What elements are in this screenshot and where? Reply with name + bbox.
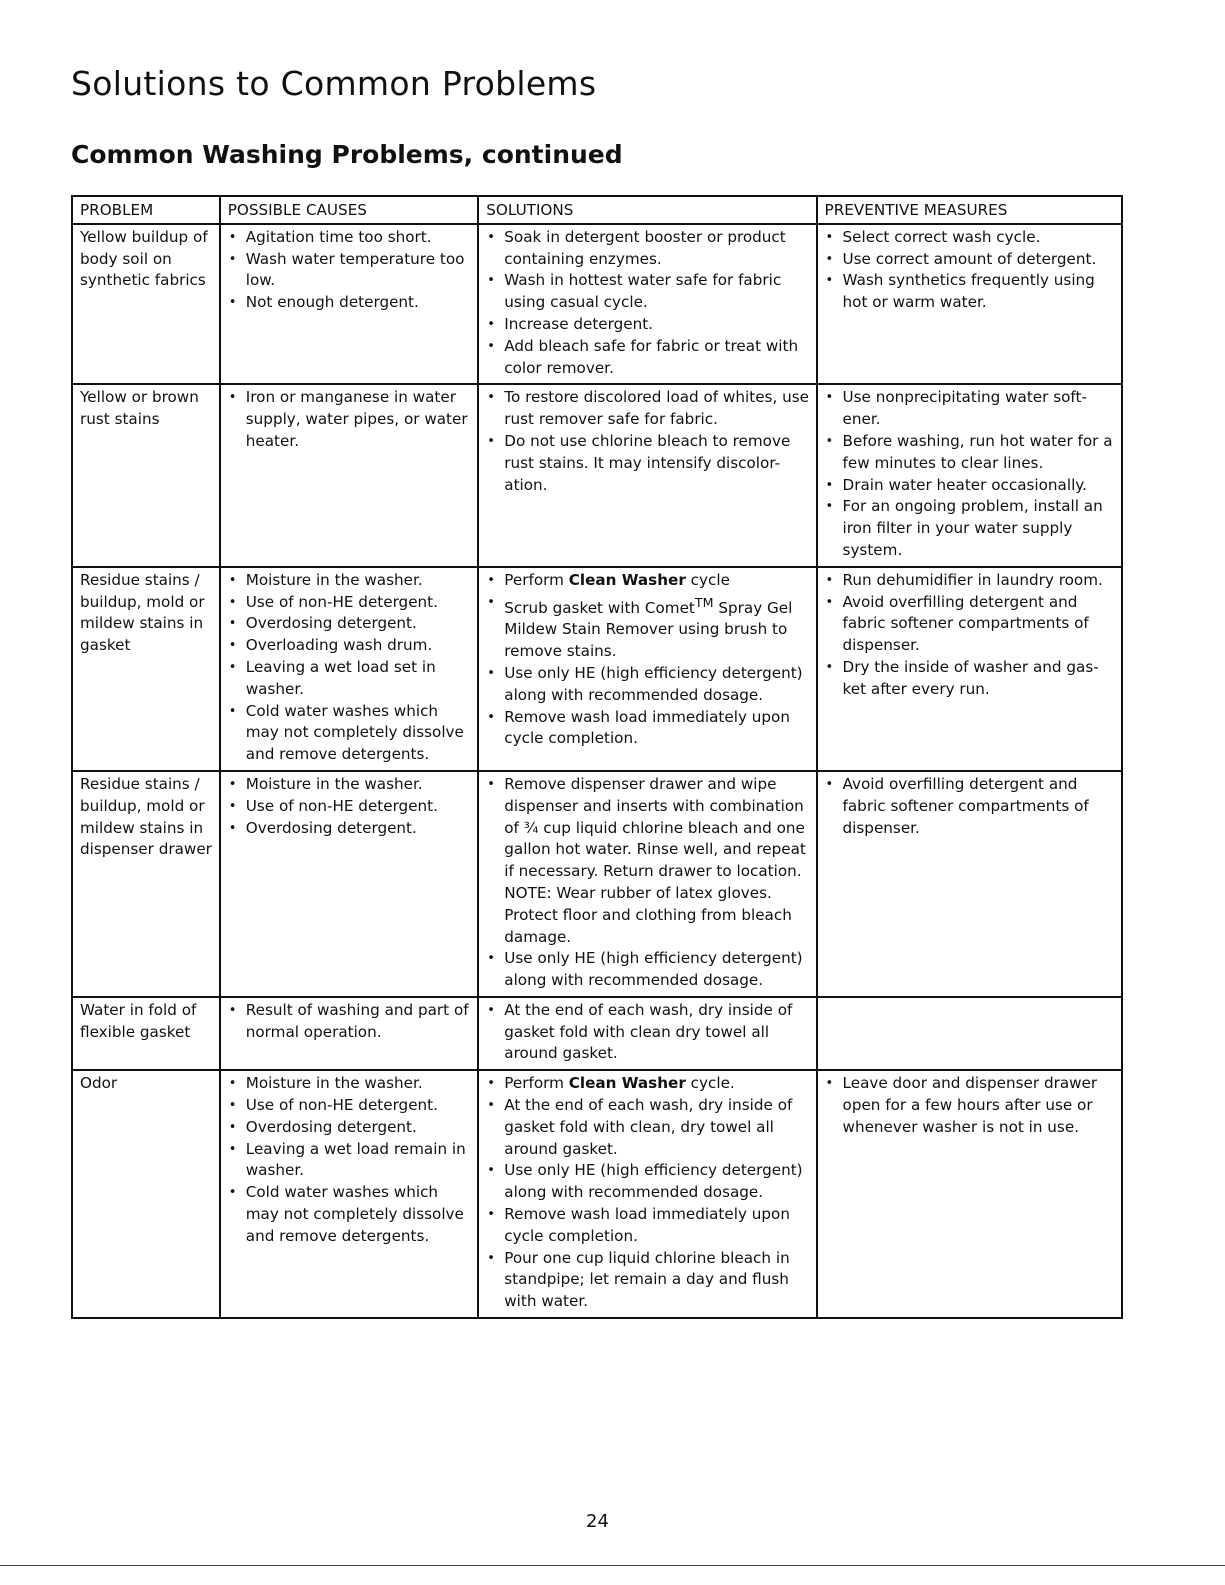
- table-row: [72, 224, 1122, 385]
- list-item: • Before washing, run hot water for a few minutes to clear lines.: [825, 431, 1115, 475]
- problem-cell: Water in fold of flexible gasket: [72, 997, 220, 1070]
- list-item: • Do not use chlorine bleach to remove rust stains. It may intensify discolor-ation.: [486, 431, 809, 496]
- preventive-list: [825, 227, 1115, 314]
- list-item: • At the end of each wash, dry inside of gasket fold with clean dry towel all around gasket.: [486, 1000, 809, 1065]
- list-item: • Leaving a wet load set in washer.: [228, 657, 472, 701]
- table-row: [72, 1070, 1122, 1318]
- causes-cell: [220, 567, 479, 771]
- list-item: • Dry the inside of washer and gas-ket after every run.: [825, 657, 1115, 701]
- list-item: • Wash synthetics frequently using hot or warm water.: [825, 270, 1115, 314]
- causes-list: [228, 570, 472, 766]
- list-item: • Wash water temperature too low.: [228, 249, 472, 293]
- list-item: • Use of non-HE detergent.: [228, 592, 472, 614]
- item-text: cycle.: [685, 1074, 735, 1093]
- list-item: [486, 1204, 809, 1248]
- preventive-list: [825, 570, 1115, 701]
- list-item: • Overdosing detergent.: [228, 1117, 472, 1139]
- table-row: [72, 997, 1122, 1070]
- solutions-cell: [478, 224, 816, 385]
- list-item: [486, 570, 809, 592]
- table-header: [72, 196, 1122, 224]
- causes-cell: [220, 384, 479, 566]
- problem-cell: Residue stains / buildup, mold or mildew stains in gasket: [72, 567, 220, 771]
- preventive-list: [825, 387, 1115, 561]
- list-item: • Use of non-HE detergent.: [228, 1095, 472, 1117]
- list-item: [486, 663, 809, 707]
- list-item: • Cold water washes which may not completely dissolve and remove detergents.: [228, 701, 472, 766]
- item-text: Scrub gasket with Comet: [504, 598, 695, 617]
- list-item: • For an ongoing problem, install an iron filter in your water supply system.: [825, 496, 1115, 561]
- item-text: Perform: [504, 570, 569, 589]
- solutions-list: [486, 227, 809, 380]
- list-item: • Use correct amount of detergent.: [825, 249, 1115, 271]
- problem-cell: Residue stains / buildup, mold or mildew stains in dispenser drawer: [72, 771, 220, 997]
- list-item: • Leave door and dispenser drawer open for a few hours after use or whenever washer is not in use.: [825, 1073, 1115, 1138]
- list-item: • Result of washing and part of normal operation.: [228, 1000, 472, 1044]
- causes-list: [228, 1000, 472, 1044]
- list-item: • Drain water heater occasionally.: [825, 475, 1115, 497]
- list-item: • Iron or manganese in water supply, water pipes, or water heater.: [228, 387, 472, 452]
- list-item: • Remove dispenser drawer and wipe dispenser and inserts with combination of ¾ cup liquid chlorine bleach and one gallon hot water. Rinse well, and repeat if necessary. Return drawer to location. NOTE: Wear rubber of latex gloves. Protect floor and clothing from bleach damage.: [486, 774, 809, 948]
- item-text: Perform: [504, 1074, 569, 1093]
- list-item: • Use only HE (high efficiency detergent) along with recommended dosage.: [486, 948, 809, 992]
- item-text: Use only HE (high efficiency detergent) along with recommended dosage.: [504, 664, 803, 704]
- list-item: • Avoid overfilling detergent and fabric softener compartments of dispenser.: [825, 592, 1115, 657]
- list-item: • Add bleach safe for fabric or treat with color remover.: [486, 336, 809, 380]
- preventive-cell: [817, 997, 1122, 1070]
- preventive-list: [825, 774, 1115, 839]
- header-problem: PROBLEM: [72, 196, 220, 224]
- header-preventive-measures: PREVENTIVE MEASURES: [817, 196, 1122, 224]
- bottom-rule: [0, 1565, 1225, 1566]
- problem-cell: Yellow buildup of body soil on synthetic fabrics: [72, 224, 220, 385]
- list-item: • Run dehumidifier in laundry room.: [825, 570, 1115, 592]
- page-number: 24: [586, 1511, 609, 1532]
- list-item: [486, 1073, 809, 1095]
- table-row: [72, 771, 1122, 997]
- solutions-cell: [478, 384, 816, 566]
- problem-cell: Odor: [72, 1070, 220, 1318]
- problem-cell: Yellow or brown rust stains: [72, 384, 220, 566]
- causes-cell: [220, 224, 479, 385]
- preventive-cell: [817, 567, 1122, 771]
- item-text: Remove wash load immediately upon cycle completion.: [504, 1205, 790, 1245]
- list-item: [486, 592, 809, 663]
- table-row: [72, 567, 1122, 771]
- solutions-cell: [478, 997, 816, 1070]
- preventive-cell: [817, 384, 1122, 566]
- preventive-cell: [817, 224, 1122, 385]
- header-possible-causes: POSSIBLE CAUSES: [220, 196, 479, 224]
- solutions-cell: [478, 567, 816, 771]
- table-body: [72, 224, 1122, 1318]
- solutions-list: [486, 774, 809, 992]
- list-item: • Moisture in the washer.: [228, 570, 472, 592]
- causes-cell: [220, 1070, 479, 1318]
- page-title: Solutions to Common Problems: [71, 64, 597, 103]
- list-item: • Soak in detergent booster or product containing enzymes.: [486, 227, 809, 271]
- list-item: [486, 707, 809, 751]
- list-item: • Moisture in the washer.: [228, 774, 472, 796]
- causes-list: [228, 1073, 472, 1247]
- list-item: [486, 1160, 809, 1204]
- solutions-list: [486, 1000, 809, 1065]
- list-item: • Use of non-HE detergent.: [228, 796, 472, 818]
- list-item: • Wash in hottest water safe for fabric using casual cycle.: [486, 270, 809, 314]
- solutions-cell: [478, 1070, 816, 1318]
- causes-list: [228, 227, 472, 314]
- solutions-cell: [478, 771, 816, 997]
- list-item: [486, 1248, 809, 1313]
- solutions-list: [486, 387, 809, 496]
- list-item: • Leaving a wet load remain in washer.: [228, 1139, 472, 1183]
- item-text: Spray Gel Mildew Stain Remover using brush to remove stains.: [504, 598, 793, 661]
- item-text: Use only HE (high efficiency detergent) along with recommended dosage.: [504, 1161, 803, 1202]
- preventive-cell: [817, 1070, 1122, 1318]
- list-item: • Cold water washes which may not completely dissolve and remove detergents.: [228, 1182, 472, 1247]
- item-text: Remove wash load immediately upon cycle completion.: [504, 707, 790, 748]
- item-text: At the end of each wash, dry inside of gasket fold with clean, dry towel all around gasket.: [504, 1096, 793, 1158]
- preventive-cell: [817, 771, 1122, 997]
- header-solutions: SOLUTIONS: [478, 196, 816, 224]
- list-item: • Overloading wash drum.: [228, 635, 472, 657]
- table-row: [72, 384, 1122, 566]
- list-item: • Increase detergent.: [486, 314, 809, 336]
- washing-problems-table: [71, 195, 1123, 1319]
- causes-list: [228, 387, 472, 452]
- list-item: • Moisture in the washer.: [228, 1073, 472, 1095]
- emphasis-text: Clean Washer: [568, 570, 686, 589]
- list-item: • Agitation time too short.: [228, 227, 472, 249]
- causes-cell: [220, 771, 479, 997]
- list-item: • Avoid overfilling detergent and fabric softener compartments of dispenser.: [825, 774, 1115, 839]
- list-item: • Overdosing detergent.: [228, 818, 472, 840]
- list-item: • Overdosing detergent.: [228, 613, 472, 635]
- list-item: • Not enough detergent.: [228, 292, 472, 314]
- item-text: cycle: [685, 570, 730, 589]
- list-item: [486, 1095, 809, 1160]
- list-item: • Select correct wash cycle.: [825, 227, 1115, 249]
- header-row: [72, 196, 1122, 224]
- section-title: Common Washing Problems, continued: [71, 140, 623, 169]
- causes-list: [228, 774, 472, 839]
- causes-cell: [220, 997, 479, 1070]
- preventive-list: [825, 1073, 1115, 1138]
- emphasis-text: Clean Washer: [568, 1074, 686, 1093]
- solutions-list: [486, 1073, 809, 1313]
- trademark-sup: TM: [694, 594, 714, 610]
- solutions-list: [486, 570, 809, 750]
- list-item: • Use nonprecipitating water soft-ener.: [825, 387, 1115, 431]
- item-text: Pour one cup liquid chlorine bleach in standpipe; let remain a day and flush with water.: [504, 1248, 790, 1311]
- list-item: • To restore discolored load of whites, use rust remover safe for fabric.: [486, 387, 809, 431]
